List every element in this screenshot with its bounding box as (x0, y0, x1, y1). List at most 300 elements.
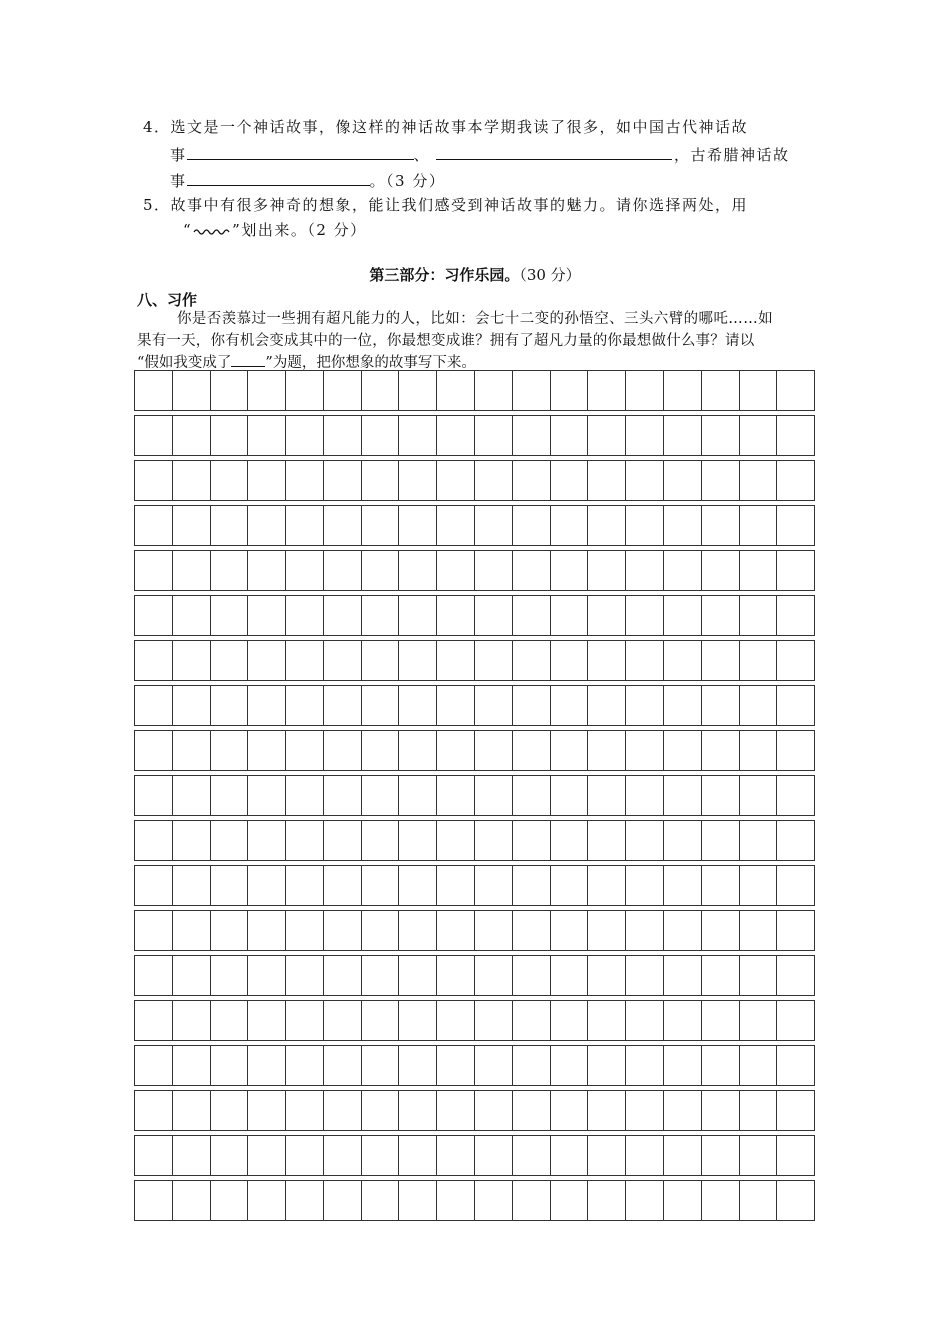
grid-cell[interactable] (135, 1181, 173, 1220)
grid-cell[interactable] (211, 416, 249, 455)
grid-cell[interactable] (399, 1001, 437, 1040)
grid-cell[interactable] (211, 776, 249, 815)
grid-cell[interactable] (248, 821, 286, 860)
grid-cell[interactable] (702, 416, 740, 455)
grid-cell[interactable] (551, 776, 589, 815)
grid-cell[interactable] (777, 956, 814, 995)
grid-cell[interactable] (135, 1001, 173, 1040)
grid-cell[interactable] (740, 956, 778, 995)
grid-cell[interactable] (399, 821, 437, 860)
grid-cell[interactable] (173, 1001, 211, 1040)
grid-cell[interactable] (777, 911, 814, 950)
grid-cell[interactable] (588, 1181, 626, 1220)
grid-cell[interactable] (513, 416, 551, 455)
grid-cell[interactable] (626, 866, 664, 905)
grid-cell[interactable] (437, 1136, 475, 1175)
grid-cell[interactable] (777, 776, 814, 815)
grid-cell[interactable] (324, 461, 362, 500)
grid-cell[interactable] (248, 506, 286, 545)
grid-cell[interactable] (399, 731, 437, 770)
grid-cell[interactable] (135, 686, 173, 725)
grid-cell[interactable] (626, 596, 664, 635)
grid-cell[interactable] (740, 641, 778, 680)
grid-cell[interactable] (475, 596, 513, 635)
grid-cell[interactable] (324, 416, 362, 455)
grid-cell[interactable] (475, 1136, 513, 1175)
composition-grid[interactable] (134, 370, 815, 1225)
grid-cell[interactable] (211, 461, 249, 500)
grid-cell[interactable] (664, 866, 702, 905)
grid-cell[interactable] (513, 1181, 551, 1220)
grid-cell[interactable] (362, 821, 400, 860)
grid-cell[interactable] (588, 1001, 626, 1040)
grid-cell[interactable] (324, 1181, 362, 1220)
grid-cell[interactable] (664, 641, 702, 680)
grid-cell[interactable] (551, 596, 589, 635)
grid-cell[interactable] (437, 686, 475, 725)
grid-cell[interactable] (740, 506, 778, 545)
grid-cell[interactable] (437, 596, 475, 635)
grid-cell[interactable] (740, 416, 778, 455)
grid-cell[interactable] (551, 686, 589, 725)
grid-cell[interactable] (513, 506, 551, 545)
grid-cell[interactable] (626, 461, 664, 500)
grid-cell[interactable] (740, 821, 778, 860)
grid-cell[interactable] (437, 866, 475, 905)
grid-cell[interactable] (211, 506, 249, 545)
grid-cell[interactable] (211, 1181, 249, 1220)
grid-cell[interactable] (551, 641, 589, 680)
grid-cell[interactable] (211, 911, 249, 950)
grid-cell[interactable] (173, 731, 211, 770)
grid-cell[interactable] (324, 551, 362, 590)
grid-cell[interactable] (702, 1001, 740, 1040)
grid-cell[interactable] (437, 1046, 475, 1085)
grid-cell[interactable] (702, 866, 740, 905)
grid-cell[interactable] (740, 1001, 778, 1040)
grid-cell[interactable] (437, 551, 475, 590)
grid-cell[interactable] (362, 1136, 400, 1175)
grid-cell[interactable] (626, 371, 664, 410)
grid-cell[interactable] (248, 911, 286, 950)
grid-cell[interactable] (399, 371, 437, 410)
grid-cell[interactable] (286, 1091, 324, 1130)
grid-cell[interactable] (248, 371, 286, 410)
grid-cell[interactable] (702, 1046, 740, 1085)
grid-cell[interactable] (211, 686, 249, 725)
grid-cell[interactable] (399, 641, 437, 680)
grid-cell[interactable] (475, 551, 513, 590)
grid-cell[interactable] (211, 1046, 249, 1085)
grid-cell[interactable] (513, 1001, 551, 1040)
grid-cell[interactable] (513, 371, 551, 410)
grid-cell[interactable] (211, 866, 249, 905)
grid-cell[interactable] (551, 866, 589, 905)
grid-cell[interactable] (702, 1136, 740, 1175)
grid-cell[interactable] (324, 1091, 362, 1130)
grid-cell[interactable] (740, 371, 778, 410)
grid-cell[interactable] (588, 596, 626, 635)
grid-cell[interactable] (740, 596, 778, 635)
grid-cell[interactable] (588, 1091, 626, 1130)
grid-cell[interactable] (664, 596, 702, 635)
grid-cell[interactable] (513, 911, 551, 950)
grid-cell[interactable] (626, 1001, 664, 1040)
grid-cell[interactable] (362, 1181, 400, 1220)
grid-cell[interactable] (173, 956, 211, 995)
grid-cell[interactable] (362, 1091, 400, 1130)
grid-cell[interactable] (513, 866, 551, 905)
grid-cell[interactable] (626, 1091, 664, 1130)
grid-cell[interactable] (399, 1091, 437, 1130)
grid-cell[interactable] (399, 686, 437, 725)
grid-cell[interactable] (588, 641, 626, 680)
grid-cell[interactable] (173, 1046, 211, 1085)
grid-cell[interactable] (588, 1136, 626, 1175)
grid-cell[interactable] (173, 776, 211, 815)
grid-cell[interactable] (702, 641, 740, 680)
grid-cell[interactable] (362, 506, 400, 545)
grid-cell[interactable] (551, 1001, 589, 1040)
grid-cell[interactable] (702, 776, 740, 815)
grid-cell[interactable] (626, 641, 664, 680)
grid-cell[interactable] (513, 776, 551, 815)
grid-cell[interactable] (740, 911, 778, 950)
grid-cell[interactable] (513, 641, 551, 680)
grid-cell[interactable] (664, 1181, 702, 1220)
grid-cell[interactable] (551, 416, 589, 455)
grid-cell[interactable] (740, 461, 778, 500)
grid-cell[interactable] (551, 551, 589, 590)
grid-cell[interactable] (702, 461, 740, 500)
grid-cell[interactable] (588, 911, 626, 950)
grid-cell[interactable] (777, 1181, 814, 1220)
grid-cell[interactable] (437, 416, 475, 455)
grid-cell[interactable] (551, 1136, 589, 1175)
grid-cell[interactable] (626, 1136, 664, 1175)
grid-cell[interactable] (248, 1136, 286, 1175)
grid-cell[interactable] (135, 551, 173, 590)
grid-cell[interactable] (173, 866, 211, 905)
grid-cell[interactable] (437, 731, 475, 770)
grid-cell[interactable] (475, 686, 513, 725)
grid-cell[interactable] (286, 551, 324, 590)
grid-cell[interactable] (286, 506, 324, 545)
grid-cell[interactable] (324, 371, 362, 410)
grid-cell[interactable] (551, 731, 589, 770)
grid-cell[interactable] (588, 776, 626, 815)
grid-cell[interactable] (777, 416, 814, 455)
grid-cell[interactable] (362, 416, 400, 455)
grid-cell[interactable] (248, 551, 286, 590)
grid-cell[interactable] (777, 551, 814, 590)
grid-cell[interactable] (777, 641, 814, 680)
grid-cell[interactable] (399, 551, 437, 590)
grid-cell[interactable] (551, 506, 589, 545)
grid-cell[interactable] (777, 866, 814, 905)
grid-cell[interactable] (324, 596, 362, 635)
grid-cell[interactable] (286, 1136, 324, 1175)
grid-cell[interactable] (475, 506, 513, 545)
grid-cell[interactable] (173, 1181, 211, 1220)
grid-cell[interactable] (286, 821, 324, 860)
grid-cell[interactable] (702, 686, 740, 725)
grid-cell[interactable] (362, 1001, 400, 1040)
grid-cell[interactable] (777, 686, 814, 725)
answer-blank-3[interactable] (187, 169, 370, 186)
grid-cell[interactable] (248, 731, 286, 770)
grid-cell[interactable] (362, 731, 400, 770)
grid-cell[interactable] (626, 1046, 664, 1085)
grid-cell[interactable] (286, 776, 324, 815)
grid-cell[interactable] (362, 551, 400, 590)
grid-cell[interactable] (437, 911, 475, 950)
grid-cell[interactable] (475, 956, 513, 995)
grid-cell[interactable] (399, 956, 437, 995)
grid-cell[interactable] (664, 1136, 702, 1175)
grid-cell[interactable] (551, 1091, 589, 1130)
grid-cell[interactable] (399, 911, 437, 950)
grid-cell[interactable] (740, 866, 778, 905)
grid-cell[interactable] (475, 641, 513, 680)
grid-cell[interactable] (702, 731, 740, 770)
grid-cell[interactable] (362, 641, 400, 680)
grid-cell[interactable] (588, 866, 626, 905)
answer-blank-2[interactable] (436, 143, 672, 160)
grid-cell[interactable] (248, 866, 286, 905)
grid-cell[interactable] (777, 1091, 814, 1130)
grid-cell[interactable] (664, 371, 702, 410)
grid-cell[interactable] (135, 506, 173, 545)
grid-cell[interactable] (740, 1046, 778, 1085)
grid-cell[interactable] (362, 686, 400, 725)
grid-cell[interactable] (777, 461, 814, 500)
answer-blank-1[interactable] (187, 143, 414, 160)
grid-cell[interactable] (173, 821, 211, 860)
grid-cell[interactable] (513, 686, 551, 725)
grid-cell[interactable] (626, 956, 664, 995)
grid-cell[interactable] (626, 551, 664, 590)
grid-cell[interactable] (664, 506, 702, 545)
grid-cell[interactable] (286, 641, 324, 680)
grid-cell[interactable] (513, 551, 551, 590)
grid-cell[interactable] (702, 596, 740, 635)
grid-cell[interactable] (286, 731, 324, 770)
grid-cell[interactable] (626, 1181, 664, 1220)
grid-cell[interactable] (286, 1181, 324, 1220)
grid-cell[interactable] (475, 371, 513, 410)
grid-cell[interactable] (286, 1001, 324, 1040)
grid-cell[interactable] (475, 821, 513, 860)
grid-cell[interactable] (777, 371, 814, 410)
grid-cell[interactable] (475, 776, 513, 815)
grid-cell[interactable] (324, 1001, 362, 1040)
grid-cell[interactable] (475, 731, 513, 770)
grid-cell[interactable] (702, 371, 740, 410)
grid-cell[interactable] (513, 461, 551, 500)
grid-cell[interactable] (513, 731, 551, 770)
grid-cell[interactable] (286, 461, 324, 500)
grid-cell[interactable] (664, 956, 702, 995)
grid-cell[interactable] (664, 686, 702, 725)
grid-cell[interactable] (399, 866, 437, 905)
grid-cell[interactable] (513, 956, 551, 995)
grid-cell[interactable] (588, 416, 626, 455)
grid-cell[interactable] (664, 911, 702, 950)
grid-cell[interactable] (248, 1181, 286, 1220)
grid-cell[interactable] (777, 506, 814, 545)
grid-cell[interactable] (664, 551, 702, 590)
grid-cell[interactable] (135, 1136, 173, 1175)
grid-cell[interactable] (399, 1046, 437, 1085)
grid-cell[interactable] (551, 371, 589, 410)
grid-cell[interactable] (211, 956, 249, 995)
grid-cell[interactable] (135, 416, 173, 455)
grid-cell[interactable] (475, 1001, 513, 1040)
grid-cell[interactable] (664, 776, 702, 815)
grid-cell[interactable] (664, 1046, 702, 1085)
grid-cell[interactable] (173, 551, 211, 590)
grid-cell[interactable] (135, 371, 173, 410)
grid-cell[interactable] (626, 686, 664, 725)
grid-cell[interactable] (740, 551, 778, 590)
grid-cell[interactable] (399, 776, 437, 815)
grid-cell[interactable] (173, 596, 211, 635)
grid-cell[interactable] (437, 461, 475, 500)
grid-cell[interactable] (626, 776, 664, 815)
grid-cell[interactable] (248, 686, 286, 725)
grid-cell[interactable] (248, 776, 286, 815)
grid-cell[interactable] (475, 461, 513, 500)
grid-cell[interactable] (211, 596, 249, 635)
grid-cell[interactable] (588, 506, 626, 545)
grid-cell[interactable] (588, 686, 626, 725)
grid-cell[interactable] (475, 1046, 513, 1085)
grid-cell[interactable] (588, 956, 626, 995)
grid-cell[interactable] (362, 956, 400, 995)
grid-cell[interactable] (248, 641, 286, 680)
grid-cell[interactable] (702, 821, 740, 860)
grid-cell[interactable] (399, 416, 437, 455)
grid-cell[interactable] (286, 596, 324, 635)
grid-cell[interactable] (626, 821, 664, 860)
grid-cell[interactable] (324, 821, 362, 860)
grid-cell[interactable] (702, 1181, 740, 1220)
grid-cell[interactable] (135, 596, 173, 635)
grid-cell[interactable] (173, 371, 211, 410)
grid-cell[interactable] (475, 1181, 513, 1220)
grid-cell[interactable] (248, 1091, 286, 1130)
grid-cell[interactable] (286, 686, 324, 725)
grid-cell[interactable] (664, 821, 702, 860)
grid-cell[interactable] (324, 956, 362, 995)
grid-cell[interactable] (135, 776, 173, 815)
grid-cell[interactable] (324, 641, 362, 680)
grid-cell[interactable] (173, 686, 211, 725)
grid-cell[interactable] (248, 1001, 286, 1040)
grid-cell[interactable] (362, 911, 400, 950)
grid-cell[interactable] (437, 641, 475, 680)
grid-cell[interactable] (135, 911, 173, 950)
grid-cell[interactable] (626, 506, 664, 545)
grid-cell[interactable] (740, 686, 778, 725)
grid-cell[interactable] (777, 596, 814, 635)
grid-cell[interactable] (324, 506, 362, 545)
grid-cell[interactable] (551, 1046, 589, 1085)
grid-cell[interactable] (399, 1181, 437, 1220)
grid-cell[interactable] (740, 776, 778, 815)
grid-cell[interactable] (211, 551, 249, 590)
grid-cell[interactable] (740, 731, 778, 770)
grid-cell[interactable] (437, 956, 475, 995)
grid-cell[interactable] (513, 1136, 551, 1175)
grid-cell[interactable] (362, 776, 400, 815)
grid-cell[interactable] (664, 1091, 702, 1130)
grid-cell[interactable] (702, 551, 740, 590)
grid-cell[interactable] (173, 641, 211, 680)
grid-cell[interactable] (437, 506, 475, 545)
grid-cell[interactable] (626, 911, 664, 950)
grid-cell[interactable] (248, 596, 286, 635)
grid-cell[interactable] (588, 371, 626, 410)
grid-cell[interactable] (399, 1136, 437, 1175)
grid-cell[interactable] (362, 1046, 400, 1085)
grid-cell[interactable] (513, 1046, 551, 1085)
grid-cell[interactable] (286, 956, 324, 995)
grid-cell[interactable] (324, 731, 362, 770)
grid-cell[interactable] (437, 1091, 475, 1130)
grid-cell[interactable] (248, 956, 286, 995)
grid-cell[interactable] (588, 1046, 626, 1085)
grid-cell[interactable] (211, 371, 249, 410)
grid-cell[interactable] (362, 596, 400, 635)
grid-cell[interactable] (135, 1091, 173, 1130)
grid-cell[interactable] (362, 371, 400, 410)
grid-cell[interactable] (588, 821, 626, 860)
grid-cell[interactable] (702, 1091, 740, 1130)
grid-cell[interactable] (173, 1136, 211, 1175)
grid-cell[interactable] (588, 461, 626, 500)
grid-cell[interactable] (324, 911, 362, 950)
grid-cell[interactable] (135, 731, 173, 770)
grid-cell[interactable] (324, 686, 362, 725)
grid-cell[interactable] (211, 1091, 249, 1130)
grid-cell[interactable] (211, 1136, 249, 1175)
grid-cell[interactable] (135, 821, 173, 860)
grid-cell[interactable] (248, 416, 286, 455)
grid-cell[interactable] (248, 1046, 286, 1085)
grid-cell[interactable] (135, 641, 173, 680)
grid-cell[interactable] (211, 1001, 249, 1040)
grid-cell[interactable] (740, 1136, 778, 1175)
grid-cell[interactable] (664, 416, 702, 455)
grid-cell[interactable] (437, 776, 475, 815)
grid-cell[interactable] (135, 1046, 173, 1085)
grid-cell[interactable] (513, 1091, 551, 1130)
grid-cell[interactable] (777, 1046, 814, 1085)
grid-cell[interactable] (551, 1181, 589, 1220)
grid-cell[interactable] (173, 461, 211, 500)
grid-cell[interactable] (702, 506, 740, 545)
grid-cell[interactable] (135, 866, 173, 905)
grid-cell[interactable] (551, 461, 589, 500)
grid-cell[interactable] (173, 911, 211, 950)
grid-cell[interactable] (286, 371, 324, 410)
grid-cell[interactable] (173, 1091, 211, 1130)
grid-cell[interactable] (135, 461, 173, 500)
grid-cell[interactable] (437, 1181, 475, 1220)
grid-cell[interactable] (286, 866, 324, 905)
